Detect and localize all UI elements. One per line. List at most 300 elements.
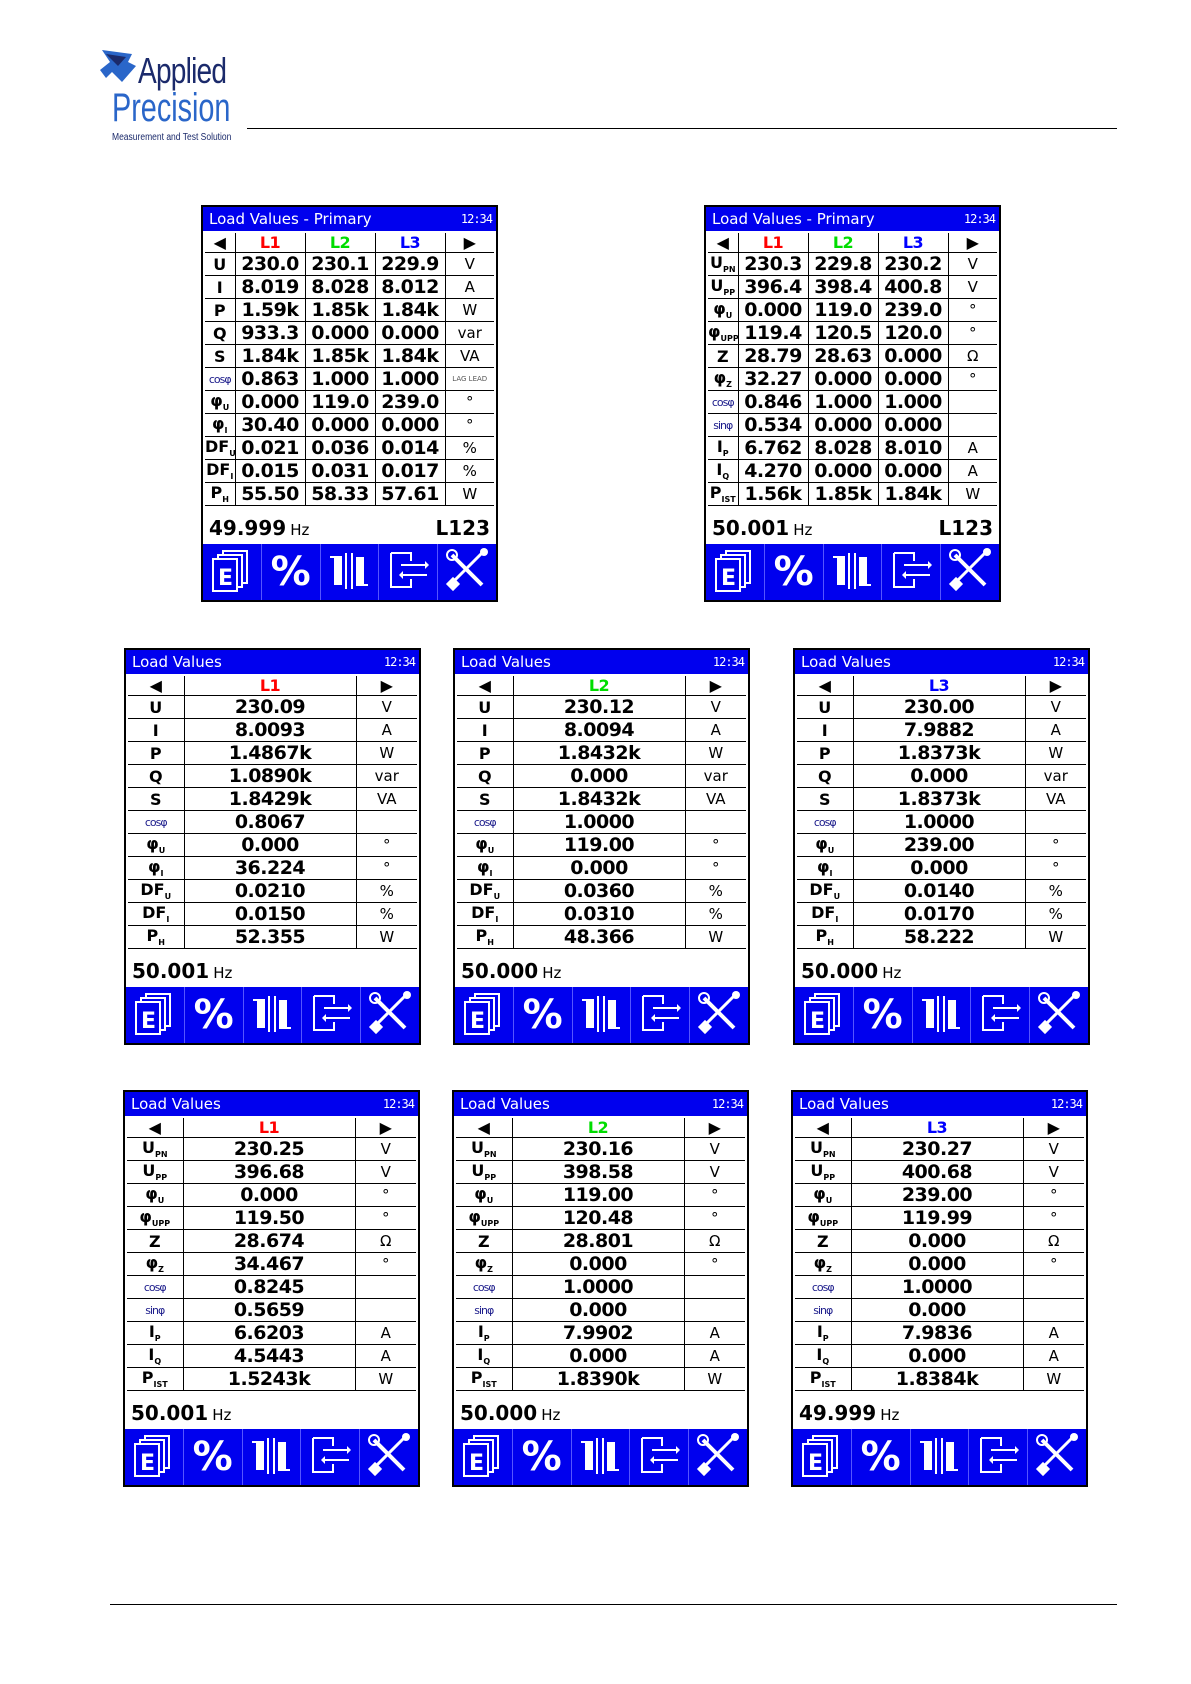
quantity-label: cosφ xyxy=(457,811,513,834)
function-toolbar xyxy=(455,987,748,1043)
transformer-icon xyxy=(249,990,295,1040)
next-page-arrow-icon[interactable]: ▶ xyxy=(355,1118,416,1138)
quantity-label: $\varphi_Z$ xyxy=(708,368,738,391)
table-row xyxy=(795,1368,1084,1391)
quantity-label: $U_{PP}$ xyxy=(708,276,738,299)
quantity-label: $\varphi_U$ xyxy=(795,1184,851,1207)
value-cell: 119.00 xyxy=(513,834,685,857)
table-row xyxy=(456,1322,745,1345)
files-button[interactable] xyxy=(126,987,185,1043)
function-toolbar xyxy=(793,1429,1086,1485)
unit-label: W xyxy=(1025,926,1086,949)
transformer-icon xyxy=(916,1432,962,1482)
files-button[interactable] xyxy=(203,544,262,600)
quantity-label: I xyxy=(128,719,184,742)
value-cell: 1.8373k xyxy=(853,788,1025,811)
value-cell: 0.000 xyxy=(512,1299,684,1322)
value-cell: 229.8 xyxy=(808,253,878,276)
table-row xyxy=(708,460,997,483)
quantity-label: sinφ xyxy=(456,1299,512,1322)
svg-text:E: E xyxy=(468,1451,484,1476)
percent-button[interactable] xyxy=(513,1429,572,1485)
files-button[interactable] xyxy=(454,1429,513,1485)
table-row xyxy=(457,857,746,880)
value-cell: 4.5443 xyxy=(183,1345,355,1368)
table-row xyxy=(205,414,494,437)
quantity-label: Z xyxy=(708,345,738,368)
screen-clock: 12:34 xyxy=(712,655,744,669)
table-row xyxy=(128,742,417,765)
value-cell: 0.031 xyxy=(305,460,375,483)
table-row xyxy=(708,345,997,368)
transformer-button[interactable] xyxy=(243,1429,302,1485)
frequency-value: 50.000 xyxy=(801,959,879,983)
table-row xyxy=(205,483,494,506)
unit-label: V xyxy=(684,1161,745,1184)
table-row xyxy=(456,1345,745,1368)
unit-label: ° xyxy=(355,1184,416,1207)
transformer-button[interactable] xyxy=(573,987,632,1043)
table-row xyxy=(127,1184,416,1207)
files-button[interactable] xyxy=(455,987,514,1043)
screen-clock: 12:34 xyxy=(1050,1097,1082,1111)
svg-text:E: E xyxy=(809,1009,825,1034)
prev-page-arrow-icon[interactable]: ◀ xyxy=(708,233,738,253)
unit-label: V xyxy=(355,1161,416,1184)
unit-label: A xyxy=(685,719,746,742)
unit-label: ° xyxy=(1023,1184,1084,1207)
transformer-icon xyxy=(578,990,624,1040)
screen-title: Load Values xyxy=(799,1095,889,1113)
quantity-label: $I_Q$ xyxy=(456,1345,512,1368)
value-cell: 0.000 xyxy=(513,765,685,788)
files-icon xyxy=(132,990,178,1040)
unit-label: VA xyxy=(356,788,417,811)
files-icon xyxy=(209,547,255,597)
tools-button[interactable] xyxy=(690,987,748,1043)
percent-button[interactable] xyxy=(185,987,244,1043)
transformer-button[interactable] xyxy=(913,987,972,1043)
svg-text:E: E xyxy=(217,566,233,591)
quantity-label: $\varphi_U$ xyxy=(797,834,853,857)
value-cell: 0.000 xyxy=(513,857,685,880)
transfer-button[interactable] xyxy=(971,987,1030,1043)
value-cell: 36.224 xyxy=(184,857,356,880)
value-cell: 0.0170 xyxy=(853,903,1025,926)
value-cell: 30.40 xyxy=(235,414,305,437)
percent-button[interactable] xyxy=(765,544,824,600)
quantity-label: $I_P$ xyxy=(127,1322,183,1345)
unit-label: W xyxy=(685,742,746,765)
quantity-label: Z xyxy=(127,1230,183,1253)
values-table xyxy=(457,676,746,949)
percent-button[interactable] xyxy=(854,987,913,1043)
quantity-label: P xyxy=(797,742,853,765)
brand-name-top: Applied xyxy=(138,50,227,91)
unit-label xyxy=(948,391,997,414)
phase-label-l1: L1 xyxy=(738,233,808,253)
screen-title: Load Values - Primary xyxy=(712,210,875,228)
value-cell: 28.63 xyxy=(808,345,878,368)
unit-label: LAG LEAD xyxy=(445,368,494,391)
percent-button[interactable] xyxy=(262,544,321,600)
transformer-icon xyxy=(326,547,372,597)
value-cell: 4.270 xyxy=(738,460,808,483)
quantity-label: $DF_U$ xyxy=(797,880,853,903)
table-row xyxy=(128,834,417,857)
table-row xyxy=(127,1276,416,1299)
tools-button[interactable] xyxy=(1030,987,1088,1043)
unit-label: V xyxy=(685,696,746,719)
tools-icon xyxy=(947,547,993,597)
table-row xyxy=(708,253,997,276)
unit-label: % xyxy=(356,880,417,903)
screen-title-bar xyxy=(455,650,748,674)
phase-header-row xyxy=(797,676,1086,696)
percent-icon: % xyxy=(522,992,563,1038)
prev-page-arrow-icon[interactable]: ◀ xyxy=(205,233,235,253)
quantity-label: $\varphi_U$ xyxy=(127,1184,183,1207)
frequency-value: 50.001 xyxy=(131,1401,209,1425)
tools-button[interactable] xyxy=(1028,1429,1086,1485)
quantity-label: $U_{PN}$ xyxy=(456,1138,512,1161)
value-cell: 0.000 xyxy=(853,857,1025,880)
quantity-label: $U_{PP}$ xyxy=(127,1161,183,1184)
svg-text:E: E xyxy=(139,1451,155,1476)
value-cell: 8.028 xyxy=(808,437,878,460)
quantity-label: $\varphi_{UPP}$ xyxy=(708,322,739,344)
unit-label: W xyxy=(445,483,494,506)
table-row xyxy=(457,926,746,949)
table-row xyxy=(795,1253,1084,1276)
value-cell: 0.000 xyxy=(808,414,878,437)
svg-text:E: E xyxy=(140,1009,156,1034)
transfer-button[interactable] xyxy=(969,1429,1028,1485)
value-cell: 0.846 xyxy=(738,391,808,414)
table-row xyxy=(795,1345,1084,1368)
next-page-arrow-icon[interactable]: ▶ xyxy=(1023,1118,1084,1138)
unit-label: V xyxy=(948,276,997,299)
quantity-label: sinφ xyxy=(708,414,738,437)
function-toolbar xyxy=(706,544,999,600)
quantity-label: $\varphi_I$ xyxy=(128,857,184,880)
prev-page-arrow-icon[interactable]: ◀ xyxy=(797,676,853,696)
table-row xyxy=(128,765,417,788)
value-cell: 0.000 xyxy=(375,414,445,437)
unit-label: ° xyxy=(355,1253,416,1276)
value-cell: 1.84k xyxy=(878,483,948,506)
table-row xyxy=(797,811,1086,834)
tools-button[interactable] xyxy=(438,544,496,600)
quantity-label: cosφ xyxy=(708,391,738,414)
table-row xyxy=(205,253,494,276)
brand-logo xyxy=(98,46,248,146)
frequency-value: 49.999 xyxy=(799,1401,877,1425)
unit-label: ° xyxy=(685,857,746,880)
next-page-arrow-icon[interactable]: ▶ xyxy=(356,676,417,696)
frequency-unit: Hz xyxy=(213,964,233,982)
quantity-label: $I_Q$ xyxy=(795,1345,851,1368)
value-cell: 0.000 xyxy=(808,368,878,391)
frequency-unit: Hz xyxy=(541,1406,561,1424)
value-cell: 1.0000 xyxy=(512,1276,684,1299)
quantity-label: $\varphi_{UPP}$ xyxy=(127,1207,183,1230)
unit-label: V xyxy=(356,696,417,719)
table-row xyxy=(708,368,997,391)
phase-label-l3: L3 xyxy=(853,676,1025,696)
table-row xyxy=(128,788,417,811)
transformer-button[interactable] xyxy=(244,987,303,1043)
transfer-button[interactable] xyxy=(882,544,941,600)
value-cell: 0.000 xyxy=(305,322,375,345)
percent-button[interactable] xyxy=(184,1429,243,1485)
value-cell: 28.79 xyxy=(738,345,808,368)
table-row xyxy=(457,742,746,765)
transfer-button[interactable] xyxy=(630,1429,689,1485)
tools-icon xyxy=(367,990,413,1040)
tools-icon xyxy=(366,1432,412,1482)
tools-icon xyxy=(444,547,490,597)
tools-button[interactable] xyxy=(361,987,419,1043)
value-cell: 396.68 xyxy=(183,1161,355,1184)
table-row xyxy=(797,788,1086,811)
value-cell: 1.84k xyxy=(235,345,305,368)
tools-button[interactable] xyxy=(689,1429,747,1485)
value-cell: 1.8384k xyxy=(851,1368,1023,1391)
prev-page-arrow-icon[interactable]: ◀ xyxy=(456,1118,512,1138)
quantity-label: $U_{PN}$ xyxy=(708,253,738,276)
transformer-button[interactable] xyxy=(911,1429,970,1485)
table-row xyxy=(456,1184,745,1207)
table-row xyxy=(127,1161,416,1184)
value-cell: 119.4 xyxy=(738,322,808,345)
next-page-arrow-icon[interactable]: ▶ xyxy=(445,233,494,253)
percent-button[interactable] xyxy=(852,1429,911,1485)
table-row xyxy=(456,1207,745,1230)
value-cell: 0.000 xyxy=(853,765,1025,788)
value-cell: 6.762 xyxy=(738,437,808,460)
table-row xyxy=(797,765,1086,788)
phase-label-l2: L2 xyxy=(305,233,375,253)
transfer-button[interactable] xyxy=(379,544,438,600)
quantity-label: I xyxy=(797,719,853,742)
value-cell: 8.019 xyxy=(235,276,305,299)
screen-title-bar xyxy=(795,650,1088,674)
table-row xyxy=(795,1276,1084,1299)
next-page-arrow-icon[interactable]: ▶ xyxy=(685,676,746,696)
value-cell: 58.33 xyxy=(305,483,375,506)
prev-page-arrow-icon[interactable]: ◀ xyxy=(795,1118,851,1138)
quantity-label: $I_Q$ xyxy=(708,460,738,483)
phase-header-row xyxy=(456,1118,745,1138)
unit-label: VA xyxy=(685,788,746,811)
value-cell: 0.000 xyxy=(851,1345,1023,1368)
unit-label: ° xyxy=(684,1207,745,1230)
value-cell: 1.85k xyxy=(305,299,375,322)
value-cell: 0.000 xyxy=(878,345,948,368)
unit-label: W xyxy=(948,483,997,506)
value-cell: 1.85k xyxy=(808,483,878,506)
table-row xyxy=(456,1230,745,1253)
transfer-button[interactable] xyxy=(631,987,690,1043)
value-cell: 0.000 xyxy=(184,834,356,857)
phase-label-l3: L3 xyxy=(878,233,948,253)
transformer-icon xyxy=(248,1432,294,1482)
phase-label-l3: L3 xyxy=(375,233,445,253)
quantity-label: S xyxy=(128,788,184,811)
function-toolbar xyxy=(125,1429,418,1485)
value-cell: 28.674 xyxy=(183,1230,355,1253)
value-cell: 1.4867k xyxy=(184,742,356,765)
quantity-label: $P_H$ xyxy=(797,926,853,949)
value-cell: 1.84k xyxy=(375,299,445,322)
table-row xyxy=(128,880,417,903)
table-row xyxy=(797,903,1086,926)
unit-label: % xyxy=(356,903,417,926)
value-cell: 0.000 xyxy=(808,460,878,483)
transfer-button[interactable] xyxy=(302,987,361,1043)
unit-label: A xyxy=(356,719,417,742)
tools-button[interactable] xyxy=(941,544,999,600)
quantity-label: $\varphi_U$ xyxy=(708,299,738,322)
quantity-label: $\varphi_Z$ xyxy=(127,1253,183,1276)
files-button[interactable] xyxy=(125,1429,184,1485)
unit-label: W xyxy=(684,1368,745,1391)
unit-label xyxy=(355,1299,416,1322)
unit-label: A xyxy=(1023,1322,1084,1345)
quantity-label: $\varphi_{UPP}$ xyxy=(456,1207,512,1230)
unit-label xyxy=(684,1299,745,1322)
table-row xyxy=(708,391,997,414)
function-toolbar xyxy=(203,544,496,600)
value-cell: 1.59k xyxy=(235,299,305,322)
frequency-readout xyxy=(460,1401,560,1425)
table-row xyxy=(708,414,997,437)
quantity-label: cosφ xyxy=(795,1276,851,1299)
files-icon xyxy=(131,1432,177,1482)
next-page-arrow-icon[interactable]: ▶ xyxy=(948,233,997,253)
value-cell: 0.000 xyxy=(878,414,948,437)
value-cell: 0.000 xyxy=(878,460,948,483)
quantity-label: $U_{PN}$ xyxy=(795,1138,851,1161)
prev-page-arrow-icon[interactable]: ◀ xyxy=(457,676,513,696)
value-cell: 0.036 xyxy=(305,437,375,460)
next-page-arrow-icon[interactable]: ▶ xyxy=(1025,676,1086,696)
screen-title: Load Values xyxy=(132,653,222,671)
device-screen xyxy=(452,1090,749,1487)
value-cell: 120.5 xyxy=(808,322,878,345)
quantity-label: $U_{PP}$ xyxy=(795,1161,851,1184)
quantity-label: $P_{IST}$ xyxy=(127,1368,183,1391)
value-cell: 1.84k xyxy=(375,345,445,368)
transfer-icon xyxy=(308,990,354,1040)
frequency-readout xyxy=(209,516,309,540)
value-cell: 7.9836 xyxy=(851,1322,1023,1345)
value-cell: 119.00 xyxy=(512,1184,684,1207)
table-row xyxy=(205,460,494,483)
value-cell: 0.014 xyxy=(375,437,445,460)
value-cell: 230.12 xyxy=(513,696,685,719)
unit-label: A xyxy=(355,1345,416,1368)
phase-header-row xyxy=(128,676,417,696)
value-cell: 0.0210 xyxy=(184,880,356,903)
files-button[interactable] xyxy=(793,1429,852,1485)
svg-text:E: E xyxy=(807,1451,823,1476)
percent-icon: % xyxy=(193,992,234,1038)
frequency-readout xyxy=(801,959,901,983)
value-cell: 0.000 xyxy=(235,391,305,414)
unit-label: ° xyxy=(1023,1253,1084,1276)
value-cell: 230.00 xyxy=(853,696,1025,719)
table-row xyxy=(708,276,997,299)
transfer-button[interactable] xyxy=(301,1429,360,1485)
value-cell: 1.0000 xyxy=(513,811,685,834)
table-row xyxy=(127,1299,416,1322)
quantity-label: $\varphi_Z$ xyxy=(795,1253,851,1276)
percent-button[interactable] xyxy=(514,987,573,1043)
quantity-label: $I_P$ xyxy=(708,437,738,460)
transformer-icon xyxy=(577,1432,623,1482)
table-row xyxy=(795,1299,1084,1322)
unit-label: ° xyxy=(1025,834,1086,857)
unit-label: var xyxy=(445,322,494,345)
files-button[interactable] xyxy=(706,544,765,600)
value-cell: 58.222 xyxy=(853,926,1025,949)
values-table xyxy=(205,233,494,506)
table-row xyxy=(797,719,1086,742)
frequency-value: 49.999 xyxy=(209,516,287,540)
quantity-label: $\varphi_I$ xyxy=(457,857,513,880)
unit-label: A xyxy=(445,276,494,299)
transformer-button[interactable] xyxy=(824,544,883,600)
quantity-label: $I_Q$ xyxy=(127,1345,183,1368)
table-row xyxy=(797,834,1086,857)
quantity-label: I xyxy=(205,276,235,299)
percent-icon: % xyxy=(773,549,814,595)
prev-page-arrow-icon[interactable]: ◀ xyxy=(127,1118,183,1138)
prev-page-arrow-icon[interactable]: ◀ xyxy=(128,676,184,696)
unit-label: % xyxy=(685,903,746,926)
values-table xyxy=(795,1118,1084,1391)
value-cell: 239.00 xyxy=(853,834,1025,857)
frequency-value: 50.001 xyxy=(132,959,210,983)
table-row xyxy=(205,437,494,460)
logo-mark-icon xyxy=(98,48,140,84)
table-row xyxy=(457,834,746,857)
screen-clock: 12:34 xyxy=(963,212,995,226)
unit-label: V xyxy=(948,253,997,276)
quantity-label: Q xyxy=(457,765,513,788)
files-button[interactable] xyxy=(795,987,854,1043)
unit-label: W xyxy=(356,926,417,949)
table-row xyxy=(127,1230,416,1253)
transformer-button[interactable] xyxy=(321,544,380,600)
quantity-label: $P_H$ xyxy=(205,483,235,506)
table-row xyxy=(205,276,494,299)
table-row xyxy=(795,1138,1084,1161)
value-cell: 0.000 xyxy=(512,1345,684,1368)
transformer-icon xyxy=(829,547,875,597)
value-cell: 1.5243k xyxy=(183,1368,355,1391)
screen-clock: 12:34 xyxy=(460,212,492,226)
next-page-arrow-icon[interactable]: ▶ xyxy=(684,1118,745,1138)
frequency-readout xyxy=(131,1401,231,1425)
screen-title: Load Values xyxy=(461,653,551,671)
transformer-button[interactable] xyxy=(572,1429,631,1485)
value-cell: 6.6203 xyxy=(183,1322,355,1345)
unit-label: W xyxy=(1025,742,1086,765)
tools-button[interactable] xyxy=(360,1429,418,1485)
